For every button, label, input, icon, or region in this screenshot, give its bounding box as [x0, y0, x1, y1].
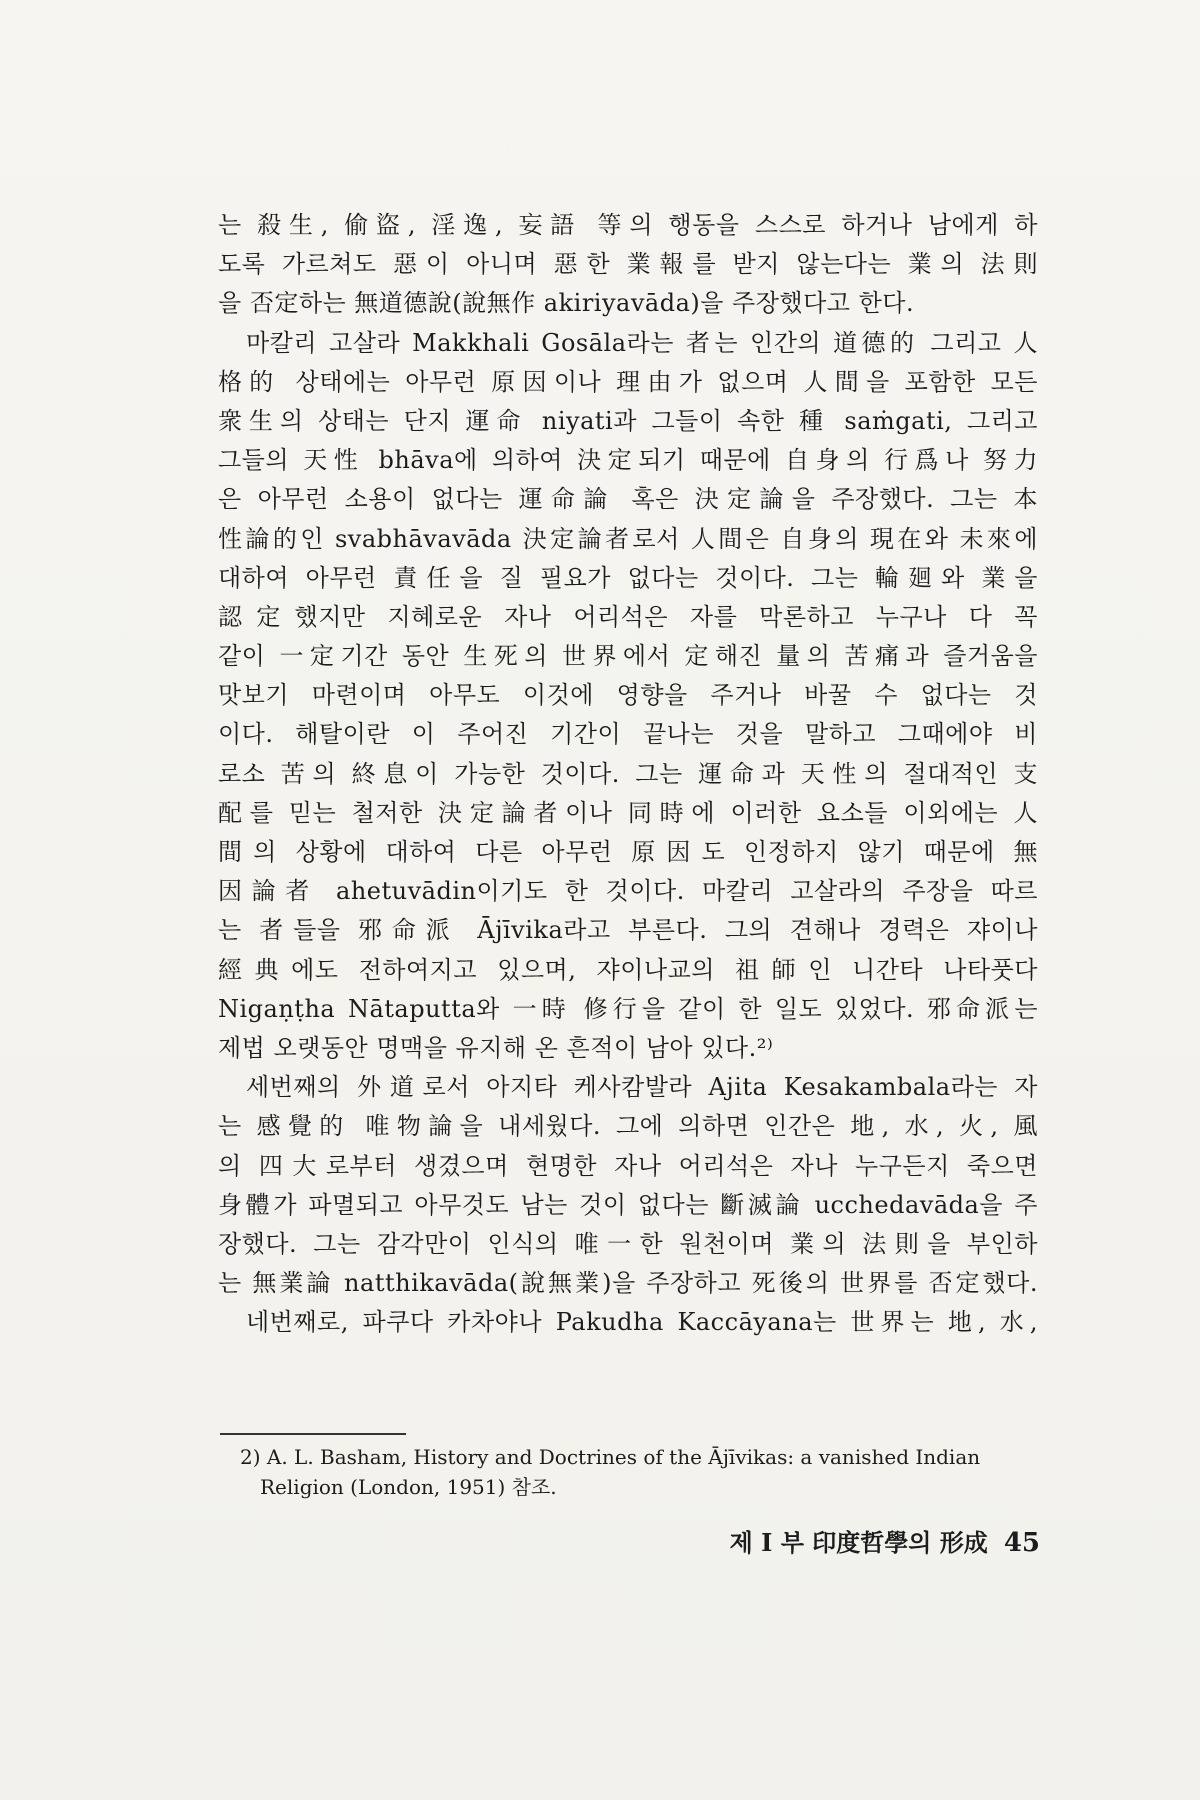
text-line: 그들의 天性 bhāva에 의하여 決定되기 때문에 自身의 行爲나 努力 — [218, 446, 1038, 475]
body-text — [218, 206, 1038, 1342]
text-line: 因論者 ahetuvādin이기도 한 것이다. 마칼리 고살라의 주장을 따르 — [218, 877, 1038, 906]
text-line: 을 否定하는 無道德說(說無作 akiriyavāda)을 주장했다고 한다. — [218, 289, 915, 318]
text-line: 는 殺生, 偷盜, 淫逸, 妄語 等의 행동을 스스로 하거나 남에게 하 — [218, 211, 1038, 239]
text-line: 認定했지만 지혜로운 자나 어리석은 자를 막론하고 누구나 다 꼭 — [218, 602, 1038, 631]
running-footer — [690, 1523, 1040, 1558]
text-line: 間의 상황에 대하여 다른 아무런 原因도 인정하지 않기 때문에 無 — [218, 838, 1038, 866]
text-line: Nigaṇṭha Nātaputta와 一時 修行을 같이 한 일도 있었다. 邪命派는 — [218, 994, 1038, 1023]
text-line: 衆生의 상태는 단지 運命 niyati과 그들이 속한 種 saṁgati, 그리고 — [218, 406, 1038, 435]
text-line: 장했다. 그는 감각만이 인식의 唯一한 원천이며 業의 法則을 부인하 — [218, 1229, 1038, 1258]
text-line: 配를 믿는 철저한 決定論者이나 同時에 이러한 요소들 이외에는 人 — [218, 798, 1038, 827]
text-line: 는 感覺的 唯物論을 내세웠다. 그에 의하면 인간은 地, 水, 火, 風 — [218, 1112, 1038, 1141]
text-line: 格的 상태에는 아무런 原因이나 理由가 없으며 人間을 포함한 모든 — [218, 367, 1038, 396]
footnote — [240, 1442, 1040, 1502]
text-line: 네번째로, 파쿠다 카차야나 Pakudha Kaccāyana는 世界는 地, 水, — [246, 1308, 1038, 1337]
text-line: 맛보기 마련이며 아무도 이것에 영향을 주거나 바꿀 수 없다는 것 — [218, 681, 1038, 710]
text-line: 은 아무런 소용이 없다는 運命論 혹은 決定論을 주장했다. 그는 本 — [218, 485, 1038, 514]
footnote-line-1: 2) A. L. Basham, History and Doctrines of the Ājīvikas: a vanished Indian — [240, 1445, 981, 1469]
text-line: 마칼리 고살라 Makkhali Gosāla라는 者는 인간의 道德的 그리고 人 — [246, 328, 1038, 357]
footnote-divider — [220, 1433, 406, 1435]
text-line: 는 無業論 natthikavāda(說無業)을 주장하고 死後의 世界를 否定했다. — [218, 1269, 1038, 1298]
text-line: 같이 一定기간 동안 生死의 世界에서 定해진 量의 苦痛과 즐거움을 — [218, 642, 1038, 671]
text-line: 로소 苦의 終息이 가능한 것이다. 그는 運命과 天性의 절대적인 支 — [218, 759, 1038, 788]
text-line: 性論的인 svabhāvavāda 決定論者로서 人間은 自身의 現在와 未來에 — [218, 524, 1038, 553]
text-line: 이다. 해탈이란 이 주어진 기간이 끝나는 것을 말하고 그때에야 비 — [218, 720, 1038, 749]
text-line: 제법 오랫동안 명맥을 유지해 온 흔적이 남아 있다.²⁾ — [218, 1033, 774, 1062]
text-line: 세번째의 外道로서 아지타 케사캄발라 Ajita Kesakambala라는 자 — [246, 1073, 1038, 1102]
text-line: 의 四大로부터 생겼으며 현명한 자나 어리석은 자나 누구든지 죽으면 — [218, 1151, 1038, 1180]
text-line: 身體가 파멸되고 아무것도 남는 것이 없다는 斷滅論 ucchedavāda을 주 — [218, 1190, 1038, 1219]
text-line: 經典에도 전하여지고 있으며, 쟈이나교의 祖師인 니간타 나타풋다 — [218, 955, 1038, 984]
footnote-line-2: Religion (London, 1951) 참조. — [260, 1475, 557, 1499]
text-line: 대하여 아무런 責任을 질 필요가 없다는 것이다. 그는 輪廻와 業을 — [218, 563, 1038, 592]
text-line: 는 者들을 邪命派 Ājīvika라고 부른다. 그의 견해나 경력은 쟈이나 — [218, 916, 1038, 945]
page-number: 45 — [1003, 1528, 1040, 1558]
part-title: 제 I 부 印度哲學의 形成 — [729, 1528, 988, 1557]
text-line: 도록 가르쳐도 惡이 아니며 惡한 業報를 받지 않는다는 業의 法則 — [218, 250, 1038, 279]
